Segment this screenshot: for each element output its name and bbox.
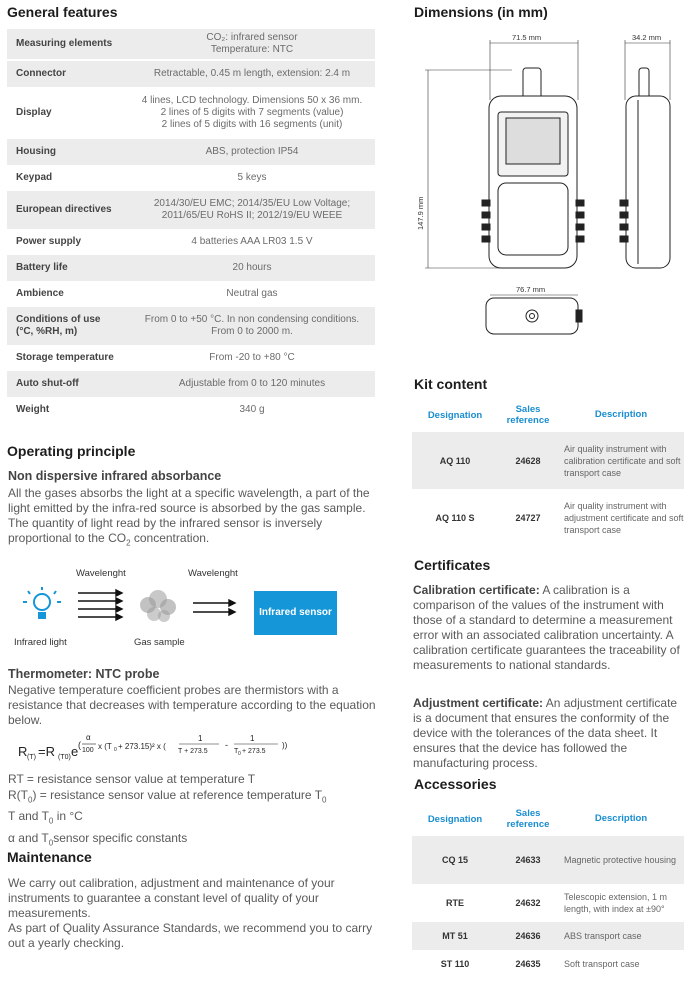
row-value: From -20 to +80 °C — [209, 352, 295, 363]
table-header: Designation Sales reference Description — [427, 808, 648, 830]
dimensions-drawing — [412, 30, 686, 370]
wavelength-label-2: Wavelenght — [188, 568, 238, 579]
table-header: Designation Sales reference Description — [427, 404, 648, 426]
row-label: Weight — [16, 404, 50, 415]
row-label: Ambience — [16, 288, 64, 299]
row-value: Neutral gas — [226, 288, 278, 299]
table-row — [7, 87, 375, 139]
svg-text:71.5 mm: 71.5 mm — [512, 33, 542, 42]
lightbulb-icon — [23, 587, 61, 619]
row-value: 20 hours — [232, 262, 272, 273]
bottom-view — [486, 298, 582, 334]
svg-text:e: e — [71, 744, 79, 759]
row-value: Adjustable from 0 to 120 minutes — [178, 378, 326, 389]
side-view — [620, 68, 670, 268]
svg-text:147.9 mm: 147.9 mm — [416, 196, 425, 230]
row-value: 5 keys — [237, 172, 267, 183]
row-value: CO₂: infrared sensor Temperature: NTC — [206, 32, 298, 55]
definition-alpha: α and $T_0sensor$ specific constants — [8, 830, 188, 848]
operating-subtitle: Non dispersive infrared absorbance — [8, 469, 222, 483]
row-value: ABS, protection IP54 — [205, 146, 299, 157]
ntc-equation — [16, 728, 316, 768]
accessories-table — [412, 802, 684, 978]
table-row — [7, 165, 375, 191]
table-row — [7, 281, 375, 307]
table-row: AQ 110 24628 Air quality instrument with calibration certificate and soft transport case — [412, 432, 684, 489]
gas-sample-label: Gas sample — [134, 637, 185, 648]
kit-content-title: Kit content — [414, 376, 488, 392]
table-row — [7, 345, 375, 371]
svg-text:1: 1 — [198, 734, 203, 743]
svg-text:α: α — [86, 733, 91, 742]
definition-rt: RT = resistance sensor value at temperature T — [8, 772, 256, 786]
row-value: From 0 to +50 °C. In non condensing conditions. From 0 to 2000 m. — [144, 314, 360, 337]
svg-text:R: R — [18, 744, 28, 759]
row-value: 4 lines, LCD technology. Dimensions 50 x 36 mm. 2 lines of 5 digits with 7 segments (value) 2 lines of 5 digits with 16 segments (unit) — [141, 95, 363, 130]
svg-text:34.2 mm: 34.2 mm — [632, 33, 662, 42]
svg-text:76.7 mm: 76.7 mm — [516, 285, 546, 294]
table-row — [7, 139, 375, 165]
general-features-title: General features — [7, 4, 118, 20]
kit-table — [412, 398, 684, 546]
row-value: Retractable, 0.45 m length, extension: 2.4 m — [153, 68, 351, 79]
row-label: Battery life — [16, 262, 68, 273]
definition-rt0: $R(T_0)$ = resistance sensor value at reference temperature $T_0$ — [8, 788, 327, 805]
row-value: 2014/30/EU EMC; 2014/35/EU Low Voltage; 2011/65/EU RoHS II; 2012/19/EU WEEE — [153, 198, 351, 221]
calibration-text: Calibration certificate: A calibration is a comparison of the values of the instrument with those of a standard to determine a measurement error with an associated calibration uncertainty. A calibration certificate guarantees the traceability of measurements to national standards. — [413, 583, 680, 672]
thermometer-definitions — [8, 771, 378, 851]
certificates-title: Certificates — [414, 557, 491, 573]
svg-text:(T): (T) — [27, 754, 36, 761]
table-row — [7, 397, 375, 423]
row-label: Auto shut-off — [16, 378, 79, 389]
row-label: Display — [16, 107, 52, 118]
maintenance-text: We carry out calibration, adjustment and maintenance of your instruments to guarantee a constant level of quality of your measurements. As part of Quality Assurance Standards, we recommend you to carry out a yearly checking. — [8, 876, 373, 950]
definition-t: T and $T_0$ in °C — [8, 809, 83, 826]
row-label: Storage temperature — [16, 352, 114, 363]
svg-text:0: 0 — [114, 747, 117, 753]
table-row — [7, 191, 375, 229]
accessories-title: Accessories — [414, 776, 497, 792]
wavelength-label-1: Wavelenght — [76, 568, 126, 579]
table-row — [7, 307, 375, 345]
table-row — [7, 61, 375, 87]
table-row — [7, 371, 375, 397]
row-value: 4 batteries AAA LR03 1.5 V — [191, 236, 313, 247]
svg-text:=R: =R — [38, 744, 55, 759]
svg-text:+ 273.5: + 273.5 — [242, 748, 266, 755]
table-row: RTE 24632 Telescopic extension, 1 m length, with index at ±90° — [446, 892, 668, 914]
svg-text:(T0): (T0) — [58, 754, 71, 761]
infrared-light-label: Infrared light — [14, 637, 67, 648]
svg-text:0: 0 — [238, 751, 241, 757]
gas-cloud-icon — [140, 590, 176, 622]
table-row — [7, 255, 375, 281]
infrared-sensor-box: Infrared sensor — [254, 591, 337, 635]
svg-text:-: - — [225, 740, 228, 750]
row-label: Power supply — [16, 236, 82, 247]
thermometer-subtitle: Thermometer: NTC probe — [8, 667, 160, 681]
table-row — [7, 29, 375, 59]
svg-text:x (T: x (T — [98, 742, 112, 751]
table-row: AQ 110 S 24727 Air quality instrument with adjustment certificate and soft transport case — [435, 500, 684, 535]
row-value: 340 g — [239, 404, 265, 415]
general-features-table — [7, 29, 375, 423]
svg-text:100: 100 — [82, 747, 94, 754]
table-row: ST 110 24635 Soft transport case — [440, 959, 640, 969]
table-row — [7, 229, 375, 255]
dimensions-title: Dimensions (in mm) — [414, 4, 548, 20]
svg-text:T + 273.5: T + 273.5 — [178, 748, 208, 755]
row-label: Housing — [16, 146, 56, 157]
svg-text:T: T — [234, 748, 239, 755]
diagram-graphics — [20, 585, 260, 635]
operating-text: All the gases absorbs the light at a specific wavelength, a part of the light emitted by the infra-red source is absorbed by the gas sample. The quantity of light read by the infrared sensor is inversely proportional to the $CO_2$ concentration. — [8, 486, 370, 548]
row-label: Connector — [16, 68, 66, 79]
row-label: Measuring elements — [16, 38, 113, 49]
front-view — [482, 68, 584, 268]
row-label: Conditions of use (°C, %RH, m) — [16, 314, 101, 337]
row-label: Keypad — [16, 172, 53, 183]
operating-principle-title: Operating principle — [7, 443, 136, 459]
table-row: CQ 15 24633 Magnetic protective housing — [412, 836, 684, 884]
row-label: European directives — [16, 204, 112, 215]
svg-text:)): )) — [282, 741, 288, 750]
adjustment-text: Adjustment certificate: An adjustment certificate is a document that ensures the conformity of the device with the tolerances of the data sheet. It ensures that the device has followed the manufacturing process. — [413, 696, 678, 770]
svg-text:1: 1 — [250, 734, 255, 743]
thermometer-text: Negative temperature coefficient probes are thermistors with a resistance that decreases with temperature according to the equation below. — [8, 683, 376, 727]
table-row: MT 51 24636 ABS transport case — [412, 922, 684, 950]
svg-text:+ 273.15)² x (: + 273.15)² x ( — [118, 742, 166, 751]
maintenance-title: Maintenance — [7, 849, 92, 865]
svg-text:(: ( — [78, 740, 81, 750]
